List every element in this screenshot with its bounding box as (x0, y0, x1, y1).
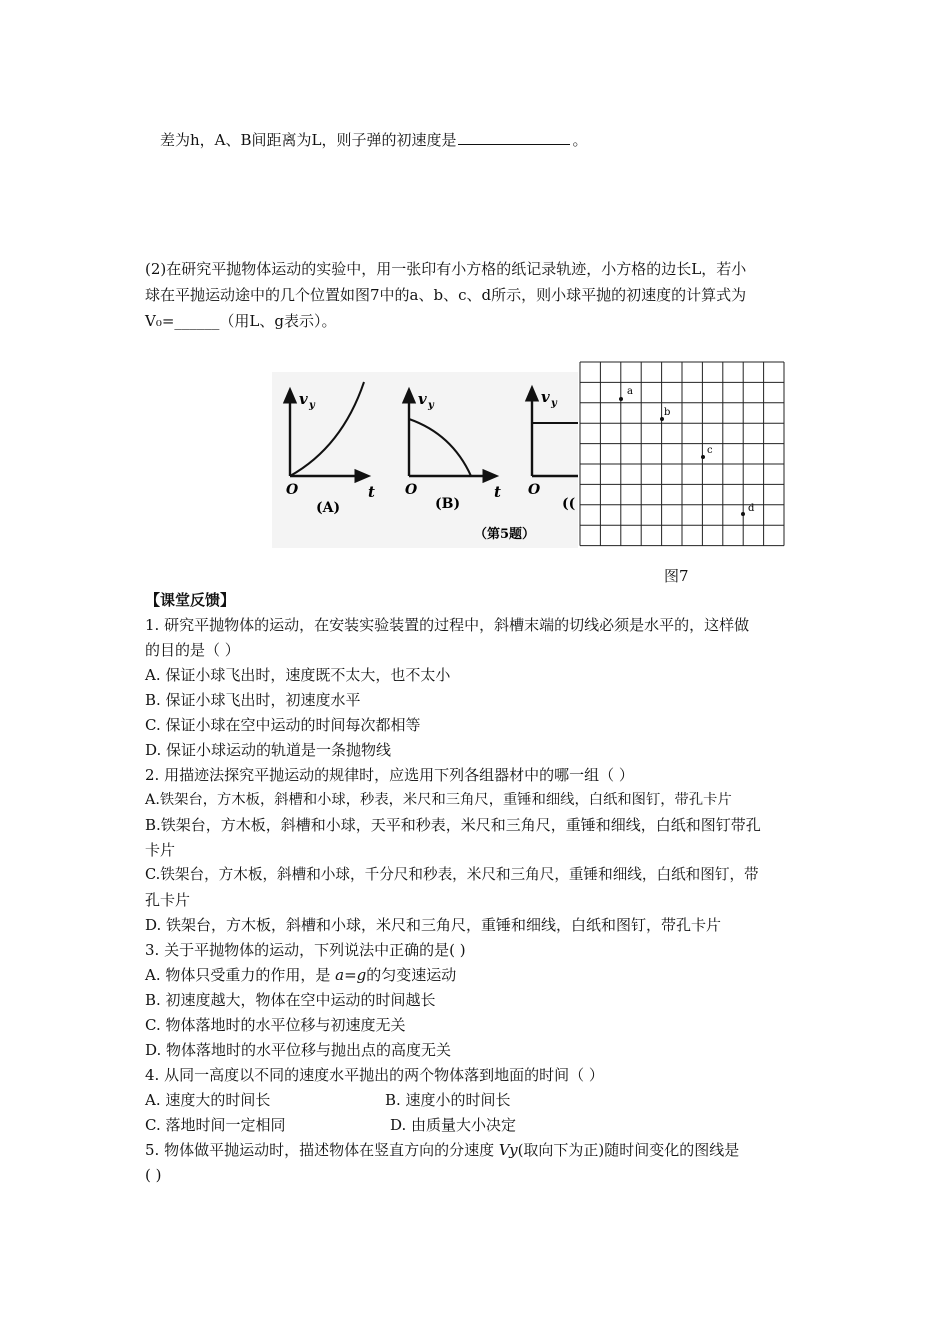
question-3-option-a-post: 的匀变速运动 (366, 966, 457, 984)
graph-b-x-label: t (494, 483, 501, 501)
question-4-option-d: D. 由质量大小决定 (390, 1116, 517, 1134)
question-3-option-b: B. 初速度越大，物体在空中运动的时间越长 (145, 991, 436, 1009)
graph-b-origin: O (405, 482, 418, 498)
answer-blank[interactable] (458, 130, 570, 145)
graph-a-y-label: v (299, 390, 308, 408)
figure-7-caption: 图7 (664, 567, 689, 585)
question-3-option-a (145, 965, 456, 985)
graph-a-origin: O (286, 482, 299, 498)
graph-a-label: (A) (316, 500, 341, 516)
point-d-label: d (748, 503, 755, 514)
q2-line-2: 球在平抛运动途中的几个位置如图7中的a、b、c、d所示，则小球平抛的初速度的计算式为 (145, 286, 747, 304)
question-2-line-1: 2. 用描迹法探究平抛运动的规律时，应选用下列各组器材中的哪一组（ ） (145, 766, 634, 784)
q1-tail-end: 。 (572, 131, 588, 149)
question-2-option-a: A.铁架台，方木板，斜槽和小球，秒表，米尺和三角尺，重锤和细线，白纸和图钉，带孔卡片 (145, 792, 732, 808)
q2-line-3: V₀=______（用L、g表示）。 (145, 312, 337, 330)
question-1-option-a: A. 保证小球飞出时，速度既不太大，也不太小 (145, 666, 451, 684)
question-5-post: (取向下为正)随时间变化的图线是 (517, 1141, 740, 1159)
question-1-option-b: B. 保证小球飞出时，初速度水平 (145, 691, 361, 709)
grid-lines (580, 362, 784, 546)
graph-a-x-label: t (368, 483, 375, 501)
graph-a-y-sub: y (309, 400, 315, 411)
graph-c-label: (( (562, 496, 576, 512)
question-5-line-1 (145, 1140, 739, 1160)
point-a-label: a (627, 386, 633, 397)
graph-c-y-sub: y (551, 398, 557, 409)
question-3-formula: a=g (335, 966, 367, 984)
question-1-option-d: D. 保证小球运动的轨道是一条抛物线 (145, 741, 392, 759)
question-4-option-c: C. 落地时间一定相同 (145, 1116, 286, 1134)
graph-b-y-label: v (418, 390, 427, 408)
q2-line-1: (2)在研究平抛物体运动的实验中，用一张印有小方格的纸记录轨迹，小方格的边长L，若小 (145, 260, 747, 278)
question-5-pre: 5. 物体做平抛运动时，描述物体在竖直方向的分速度 (145, 1141, 499, 1159)
figure-caption-5: （第5题） (474, 527, 536, 542)
vy-t-graphs-figure (272, 372, 578, 548)
graph-c-y-label: v (541, 388, 550, 406)
q1-tail-line (160, 130, 588, 150)
question-2-option-d: D. 铁架台，方木板，斜槽和小球，米尺和三角尺，重锤和细线，白纸和图钉，带孔卡片 (145, 916, 722, 934)
question-3-option-c: C. 物体落地时的水平位移与初速度无关 (145, 1016, 406, 1034)
question-4-option-b: B. 速度小的时间长 (385, 1091, 511, 1109)
question-2-option-b-line-2: 卡片 (145, 841, 176, 859)
question-4-line-1: 4. 从同一高度以不同的速度水平抛出的两个物体落到地面的时间（ ） (145, 1066, 604, 1084)
question-3-line-1: 3. 关于平抛物体的运动，下列说法中正确的是( ) (145, 941, 466, 959)
question-1-line-1: 1. 研究平抛物体的运动，在安装实验装置的过程中，斜槽末端的切线必须是水平的，这样做 (145, 616, 750, 634)
question-1-line-2: 的目的是（ ） (145, 641, 240, 659)
grid-figure-7 (578, 360, 788, 556)
question-1-option-c: C. 保证小球在空中运动的时间每次都相等 (145, 716, 421, 734)
point-b-label: b (664, 407, 671, 418)
graph-c-origin: O (528, 482, 541, 498)
graph-b-label: (B) (435, 496, 461, 512)
question-2-option-c-line-2: 孔卡片 (145, 891, 191, 909)
question-3-option-a-pre: A. 物体只受重力的作用，是 (145, 966, 336, 984)
question-5-variable: Vy (498, 1141, 518, 1159)
point-c-label: c (707, 445, 713, 456)
section-title: 【课堂反馈】 (145, 591, 236, 609)
question-3-option-d: D. 物体落地时的水平位移与抛出点的高度无关 (145, 1041, 452, 1059)
graph-b-y-sub: y (428, 400, 434, 411)
q1-tail-text: 差为h，A、B间距离为L，则子弹的初速度是 (160, 131, 457, 149)
question-4-option-a: A. 速度大的时间长 (145, 1091, 271, 1109)
question-2-option-c-line-1: C.铁架台，方木板，斜槽和小球，千分尺和秒表，米尺和三角尺，重锤和细线，白纸和图钉，带 (145, 866, 759, 883)
question-2-option-b-line-1: B.铁架台，方木板，斜槽和小球，天平和秒表，米尺和三角尺，重锤和细线，白纸和图钉带孔 (145, 816, 761, 834)
question-5-line-2: ( ) (145, 1166, 162, 1184)
